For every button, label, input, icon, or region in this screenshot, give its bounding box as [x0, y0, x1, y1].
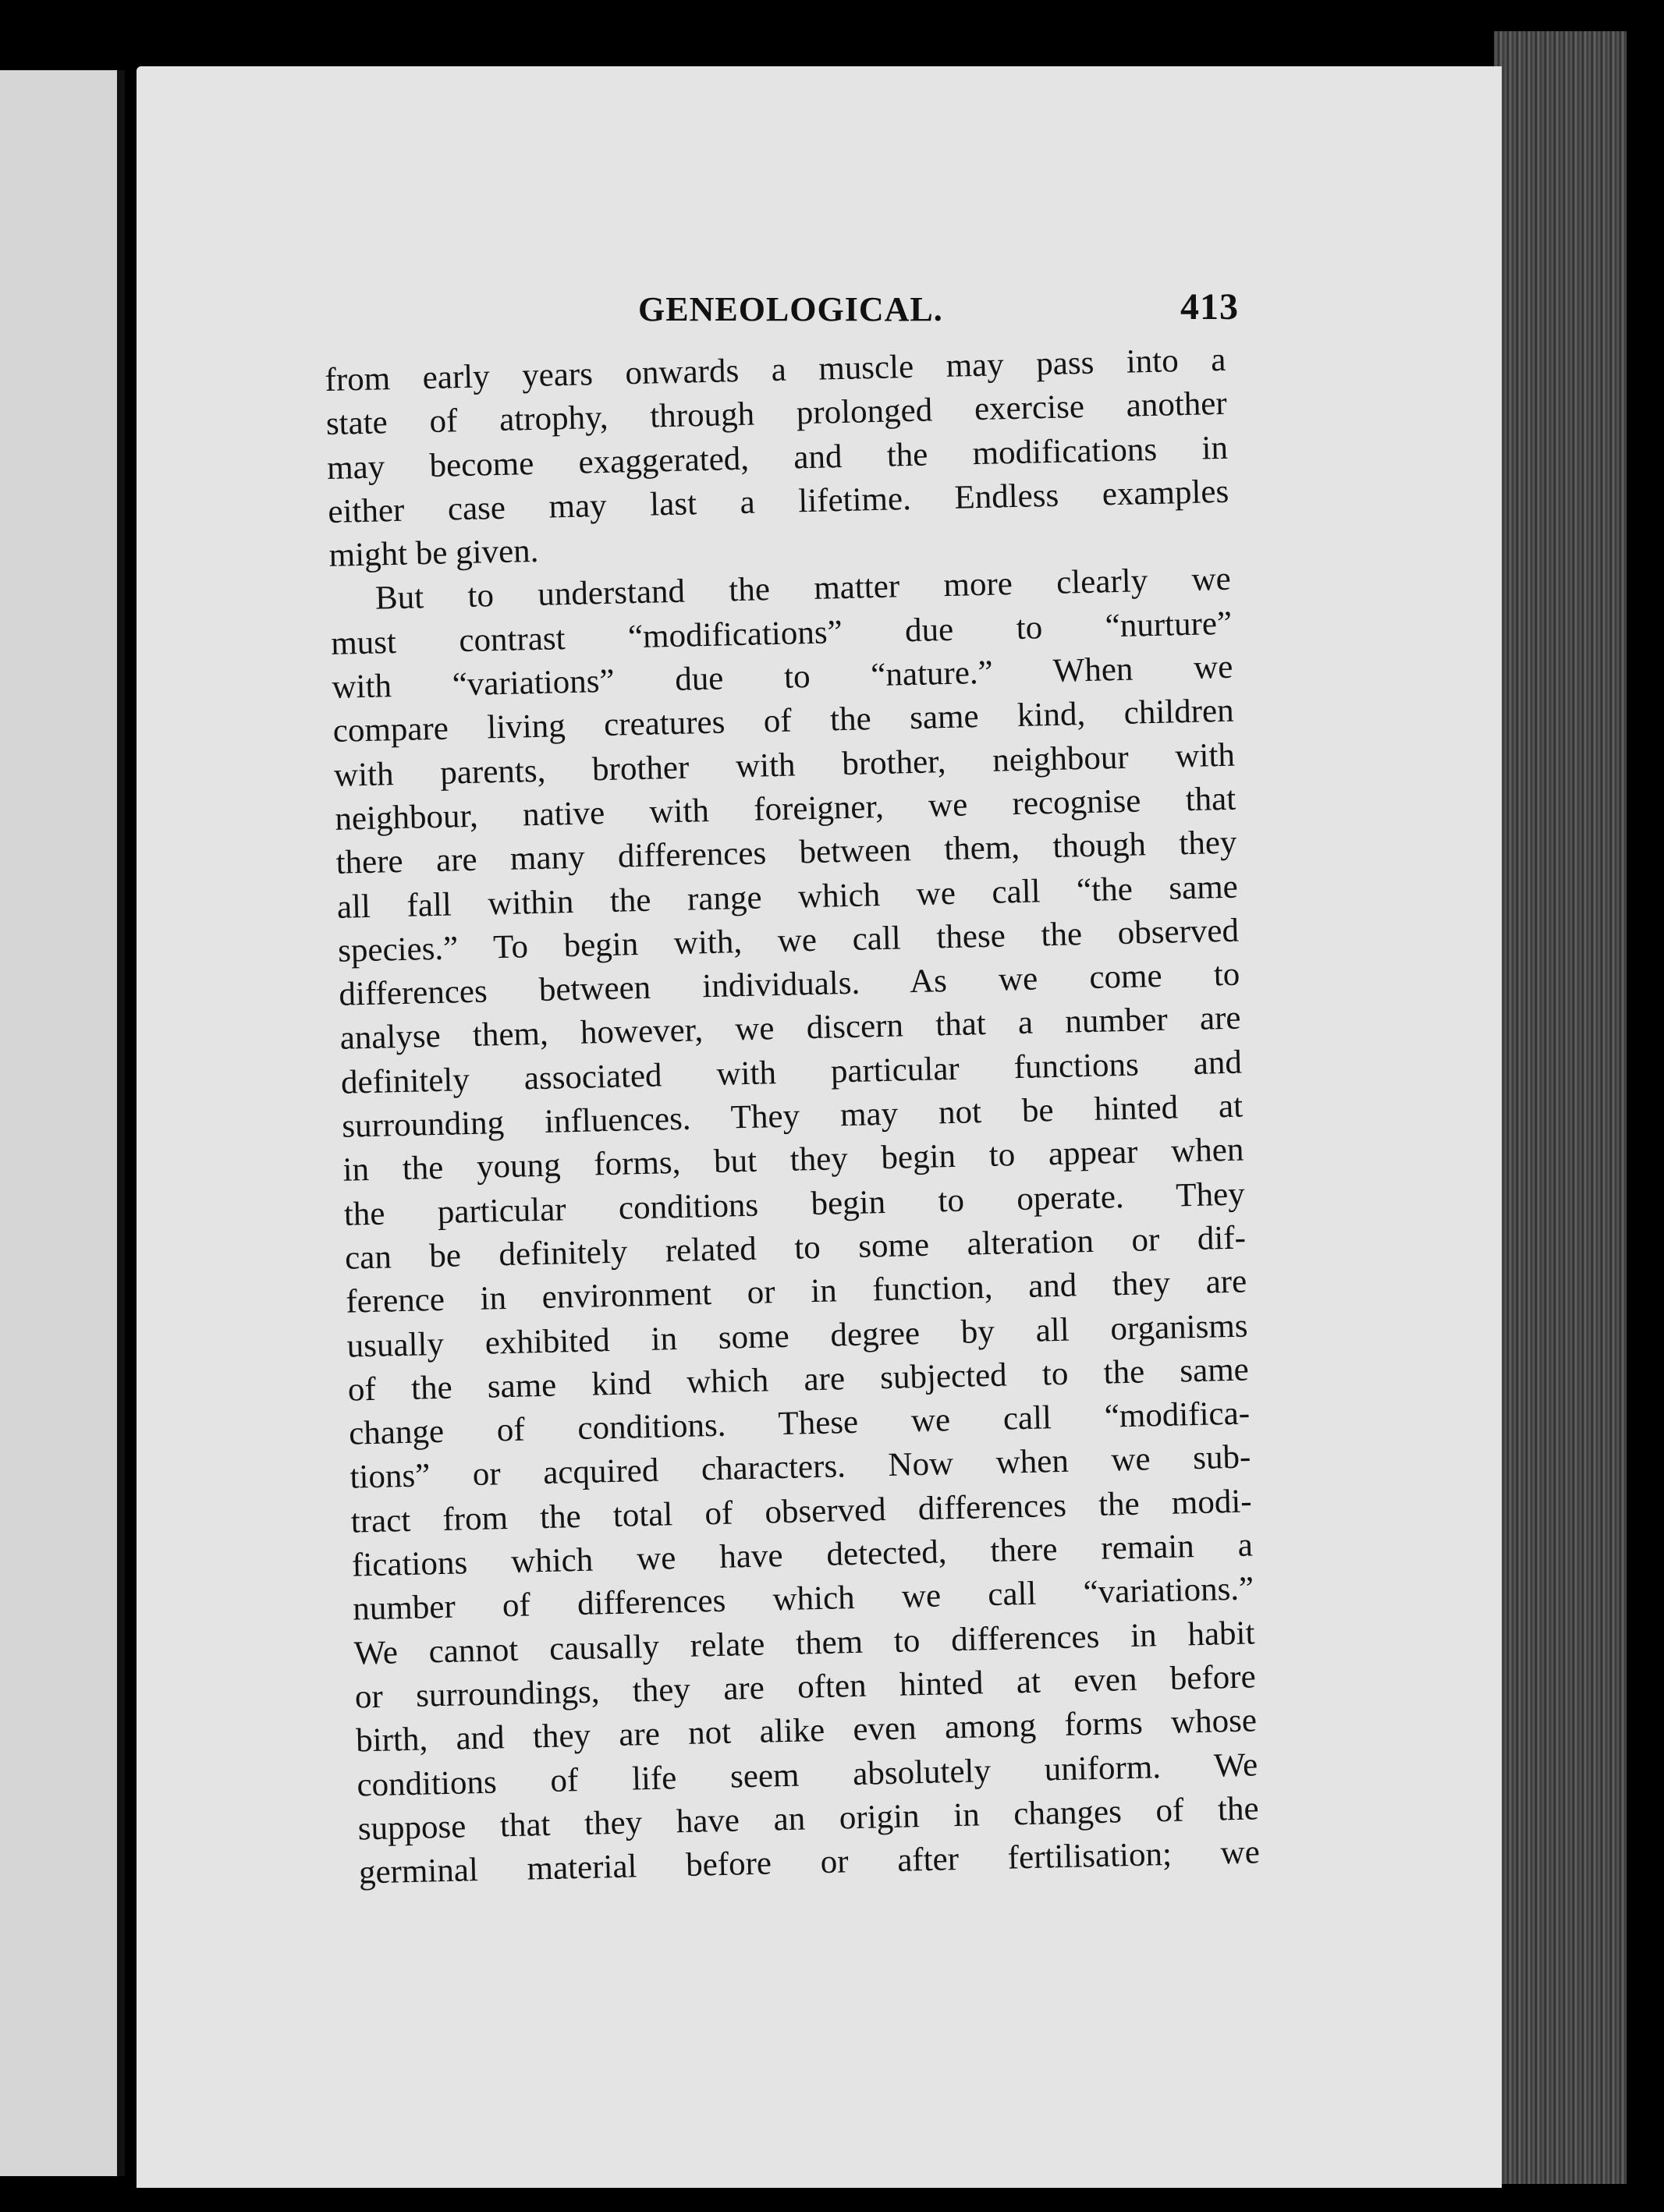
text-line: fications which we have detected, there remain a [351, 1526, 1254, 1584]
text-line: definitely associated with particular functions and [340, 1044, 1243, 1101]
body-text [325, 339, 1260, 1895]
text-line: number of differences which we call “variations.” [352, 1570, 1254, 1628]
text-line: can be definitely related to some alteration or dif- [344, 1219, 1247, 1277]
text-line: with “variations” due to “nature.” When we [332, 648, 1233, 706]
page-number: 413 [1180, 286, 1239, 328]
text-line: of the same kind which are subjected to the same [347, 1351, 1250, 1409]
text-line: usually exhibited in some degree by all organisms [346, 1307, 1248, 1365]
text-line: suppose that they have an origin in changes of the [357, 1790, 1260, 1848]
text-line: state of atrophy, through prolonged exercise another [325, 385, 1228, 443]
text-line: either case may last a lifetime. Endless examples [327, 473, 1229, 530]
text-line: But to understand the matter more clearly we [374, 561, 1232, 618]
text-line: there are many differences between them, though they [335, 824, 1237, 882]
text-line: might be given. [328, 533, 539, 575]
text-line: species.” To begin with, we call these the observed [337, 912, 1240, 970]
text-line: neighbour, native with foreigner, we recognise that [334, 780, 1236, 838]
text-line: We cannot causally relate them to differences in habit [353, 1614, 1255, 1672]
text-line: change of conditions. These we call “modifica- [348, 1395, 1251, 1452]
text-line: tions” or acquired characters. Now when we sub- [349, 1438, 1251, 1497]
text-line: compare living creatures of the same kind, children [332, 693, 1235, 750]
page-edges-stack [1494, 31, 1627, 2184]
text-line: birth, and they are not alike even among forms whose [355, 1702, 1258, 1760]
running-head: GENEOLOGICAL. [638, 290, 943, 328]
text-line: must contrast “modifications” due to “nurture” [330, 604, 1233, 662]
text-line: conditions of life seem absolutely uniform. We [356, 1746, 1258, 1804]
text-line: ference in environment or in function, and they are [345, 1263, 1247, 1320]
text-line: from early years onwards a muscle may pass into a [325, 341, 1226, 399]
text-line: all fall within the range which we call “the same [336, 868, 1239, 926]
text-line: in the young forms, but they begin to appear when [342, 1131, 1244, 1189]
left-page-edge [0, 70, 125, 2176]
text-line: the particular conditions begin to operate. They [343, 1175, 1246, 1233]
page-header [498, 223, 1239, 328]
text-line: with parents, brother with brother, neighbour with [333, 736, 1236, 794]
text-line: surrounding influences. They may not be hinted at [341, 1087, 1244, 1145]
text-line: germinal material before or after fertilisation; we [358, 1834, 1261, 1891]
text-line: tract from the total of observed differences the modi- [350, 1483, 1253, 1540]
text-line: differences between individuals. As we come to [338, 955, 1240, 1013]
text-line: analyse them, however, we discern that a number are [339, 1000, 1242, 1058]
text-line: may become exaggerated, and the modifications in [326, 429, 1229, 487]
text-line: or surroundings, they are often hinted at even before [354, 1658, 1257, 1716]
